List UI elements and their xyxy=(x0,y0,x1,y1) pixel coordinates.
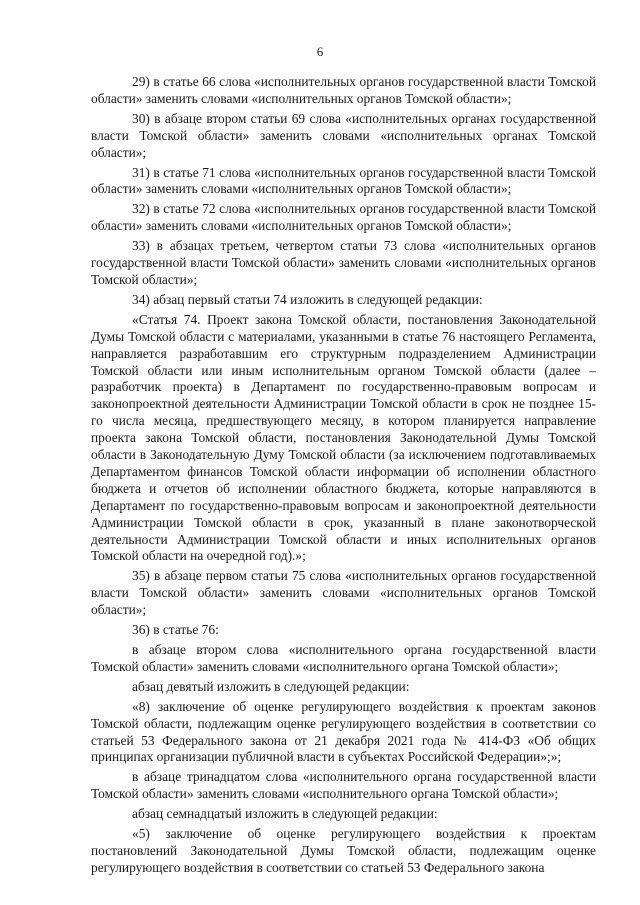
paragraph-article-76-para-9-intro: абзац девятый изложить в следующей редакции: xyxy=(132,678,410,694)
paragraph-article-76-para-17-intro: абзац семнадцатый изложить в следующей редакции: xyxy=(132,806,438,822)
paragraph-article-76-para-9-quote: «8) заключение об оценке регулирующего воздействия к проектам законов Томской области, подлежащим оценке регулирующего воздействия в соответствии со статьей 53 Федерального закона от 21 декабря 2021 года № 414-ФЗ «Об общих принципах организации публичной власти в субъектах Российской Федерации»;»; xyxy=(91,698,596,765)
paragraph-item-34: 34) абзац первый статьи 74 изложить в следующей редакции: xyxy=(132,291,483,307)
page-number: 6 xyxy=(316,44,324,59)
paragraph-item-33: 33) в абзацах третьем, четвертом статьи 73 слова «исполнительных органов государственной власти Томской области» заменить словами «исполнительных органов Томской области»; xyxy=(91,238,596,287)
paragraph-item-36: 36) в статье 76: xyxy=(132,622,219,638)
paragraph-article-76-para-17-quote: «5) заключение об оценке регулирующего воздействия к проектам постановлений Законодательной Думы Томской области, подлежащим оценке регулирующего воздействия в соответствии со статьей 53 Федерального закона xyxy=(91,826,596,875)
paragraph-article-74-quote: «Статья 74. Проект закона Томской области, постановления Законодательной Думы Томской области с материалами, указанными в статье 76 настоящего Регламента, направляется разработавшим его структурным подразделением Администрации Томской области или иным исполнительным органом Томской области (далее – разработчик проекта) в Департамент по государственно-правовым вопросам и законопроектной деятельности Администрации Томской области в срок не позднее 15-го числа месяца, предшествующего месяцу, в котором планируется направление проекта закона Томской области, постановления Законодательной Думы Томской области в Законодательную Думу Томской области (за исключением подготавливаемых Департаментом финансов Томской области информации об исполнении областного бюджета и отчетов об исполнении областного бюджета, которые направляются в Департамент по государственно-правовым вопросам и законопроектной деятельности Администрации Томской области в срок, указанный в плане законотворческой деятельности Администрации Томской области и иных исполнительных органов Томской области на очередной год).»; xyxy=(91,311,596,564)
paragraph-item-31: 31) в статье 71 слова «исполнительных органов государственной власти Томской области» заменить словами «исполнительных органов Томской области»; xyxy=(91,164,596,197)
paragraph-item-35: 35) в абзаце первом статьи 75 слова «исполнительных органов государственной власти Томской области» заменить словами «исполнительных органов Томской области»; xyxy=(91,568,596,618)
paragraph-item-32: 32) в статье 72 слова «исполнительных органов государственной власти Томской области» заменить словами «исполнительных органов Томской области»; xyxy=(91,201,596,234)
document-body xyxy=(91,74,596,877)
paragraph-item-30: 30) в абзаце втором статьи 69 слова «исполнительных органах государственной власти Томской области» заменить словами «исполнительных органах Томской области»; xyxy=(91,110,596,160)
paragraph-article-76-para-2: в абзаце втором слова «исполнительного органа государственной власти Томской области» заменить словами «исполнительного органа Томской области»; xyxy=(91,642,596,674)
paragraph-item-29: 29) в статье 66 слова «исполнительных органов государственной власти Томской области» заменить словами «исполнительных органов Томской области»; xyxy=(91,74,596,106)
paragraph-article-76-para-13: в абзаце тринадцатом слова «исполнительного органа государственной власти Томской области» заменить словами «исполнительного органа Томской области»; xyxy=(91,769,596,802)
